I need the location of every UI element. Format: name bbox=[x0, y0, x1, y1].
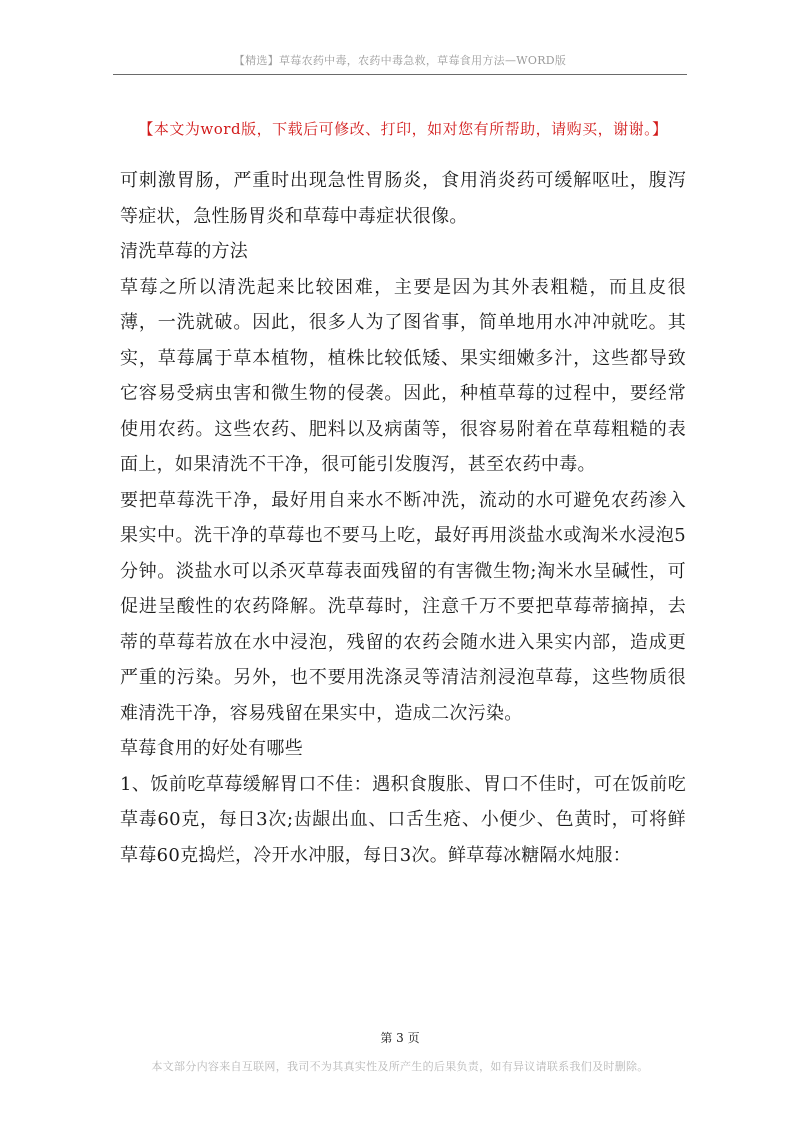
footer-disclaimer: 本文部分内容来自互联网，我司不为其真实性及所产生的后果负责，如有异议请联系我们及时删除。 bbox=[151, 1060, 649, 1073]
paragraph-benefit-1: 1、饭前吃草莓缓解胃口不佳：遇积食腹胀、胃口不佳时，可在饭前吃草毒60克，每日3次;齿龈出血、口舌生疮、小便少、色黄时，可将鲜草莓60克捣烂，冷开水冲服，每日3次。鲜草莓冰糖隔水炖服： bbox=[120, 773, 686, 866]
paragraph-washing-steps: 要把草莓洗干净，最好用自来水不断冲洗，流动的水可避免农药渗入果实中。洗干净的草莓也不要马上吃，最好再用淡盐水或淘米水浸泡5分钟。淡盐水可以杀灭草莓表面残留的有害微生物;淘米水呈碱性，可促进呈酸性的农药降解。洗草莓时，注意千万不要把草莓蒂摘掉，去蒂的草莓若放在水中浸泡，残留的农药会随水进入果实内部，造成更严重的污染。另外，也不要用洗涤灵等清洁剂浸泡草莓，这些物质很难清洗干净，容易残留在果实中，造成二次污染。 bbox=[120, 489, 686, 724]
page-header-title: 【精选】草莓农药中毒，农药中毒急救，草莓食用方法—WORD版 bbox=[233, 54, 567, 67]
header-divider bbox=[113, 74, 687, 75]
paragraph-washing-difficulty: 草莓之所以清洗起来比较困难，主要是因为其外表粗糙，而且皮很薄，一洗就破。因此，很多人为了图省事，简单地用水冲冲就吃。其实，草莓属于草本植物，植株比较低矮、果实细嫩多汁，这些都导致它容易受病虫害和微生物的侵袭。因此，种植草莓的过程中，要经常使用农药。这些农药、肥料以及病菌等，很容易附着在草莓粗糙的表面上，如果清洗不干净，很可能引发腹泻，甚至农药中毒。 bbox=[120, 276, 686, 475]
heading-eating-benefits: 草莓食用的好处有哪些 bbox=[120, 738, 303, 759]
page-number: 第 3 页 bbox=[380, 1031, 420, 1045]
document-body bbox=[120, 163, 686, 873]
heading-washing-method: 清洗草莓的方法 bbox=[120, 241, 249, 262]
word-version-notice: 【本文为word版，下载后可修改、打印，如对您有所帮助，请购买，谢谢。】 bbox=[138, 120, 668, 138]
paragraph-gastro-symptoms: 可刺激胃肠，严重时出现急性胃肠炎，食用消炎药可缓解呕吐，腹泻等症状，急性肠胃炎和草莓中毒症状很像。 bbox=[120, 170, 686, 227]
